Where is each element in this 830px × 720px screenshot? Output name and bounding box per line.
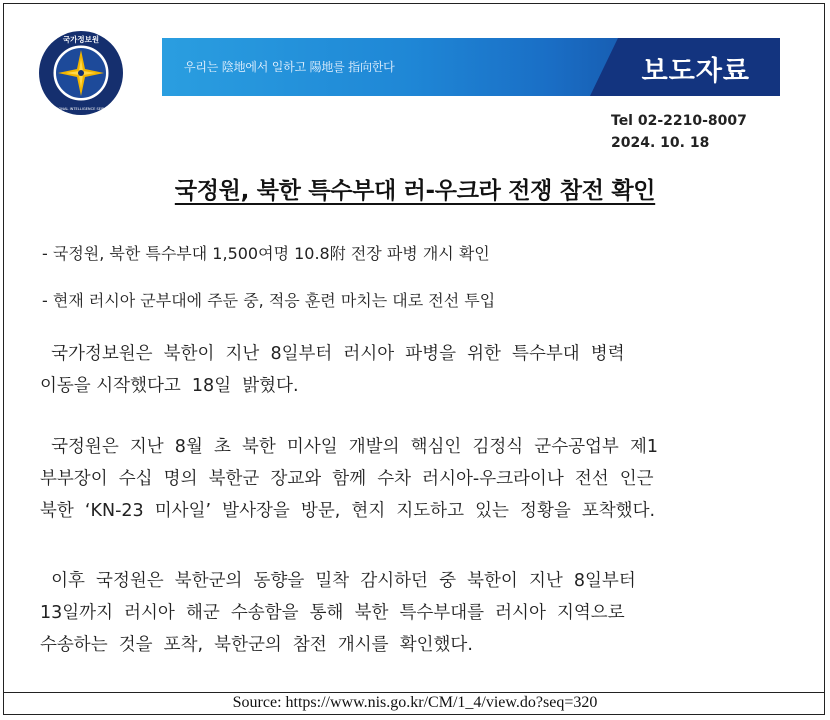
doc-type-label: 보도자료	[641, 56, 750, 87]
source-citation: Source: https://www.nis.go.kr/CM/1_4/view.do?seq=320	[232, 694, 598, 711]
paragraph-line: 국정원은 지난 8월 초 북한 미사일 개발의 핵심인 김정식 군수공업부 제1	[40, 437, 658, 457]
release-date: 2024. 10. 18	[611, 135, 710, 151]
seal-text-en: NATIONAL INTELLIGENCE SERVICE	[50, 107, 112, 111]
paragraph-line: 국가정보원은 북한이 지난 8일부터 러시아 파병을 위한 특수부대 병력	[40, 344, 625, 364]
paragraph-line: 이동을 시작했다고 18일 밝혔다.	[40, 376, 299, 396]
summary-bullet: - 국정원, 북한 특수부대 1,500여명 10.8附 전장 파병 개시 확인	[42, 244, 490, 263]
paragraph-line: 부부장이 수십 명의 북한군 장교와 함께 수차 러시아-우크라이나 전선 인근	[40, 469, 654, 489]
headline	[0, 172, 830, 205]
paragraph-line: 13일까지 러시아 해군 수송함을 통해 북한 특수부대를 러시아 지역으로	[40, 603, 625, 623]
body-paragraph	[40, 431, 792, 527]
paragraph-line: 북한 ‘KN-23 미사일’ 발사장을 방문, 현지 지도하고 있는 정황을 포착했다.	[40, 501, 656, 521]
paragraph-line: 수송하는 것을 포착, 북한군의 참전 개시를 확인했다.	[40, 635, 473, 655]
summary-bullet: - 현재 러시아 군부대에 주둔 중, 적응 훈련 마치는 대로 전선 투입	[42, 291, 496, 310]
header-banner	[162, 38, 780, 96]
slogan-text: 우리는 陰地에서 일하고 陽地를 指向한다	[184, 60, 395, 74]
tel-number: Tel 02-2210-8007	[611, 113, 747, 129]
body-paragraph	[40, 338, 792, 402]
body-paragraph	[40, 565, 792, 661]
paragraph-line: 이후 국정원은 북한군의 동향을 밀착 감시하던 중 북한이 지난 8일부터	[40, 571, 636, 591]
nis-seal-logo	[38, 30, 124, 116]
seal-text-ko: 국가정보원	[62, 35, 100, 44]
source-divider	[3, 692, 825, 693]
headline-text: 국정원, 북한 특수부대 러-우크라 전쟁 참전 확인	[174, 178, 656, 204]
contact-meta	[611, 110, 747, 154]
